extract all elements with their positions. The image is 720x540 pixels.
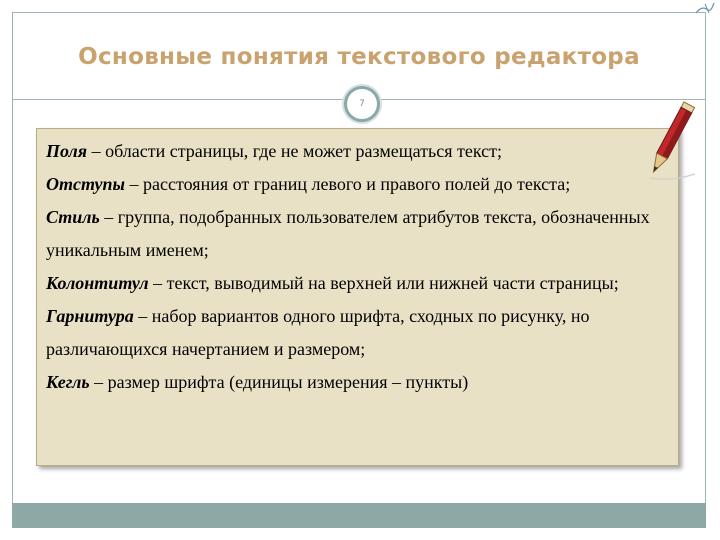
- definition-term: Колонтитул: [46, 273, 149, 293]
- definition-text: – текст, выводимый на верхней или нижней части страницы;: [148, 273, 619, 293]
- definition-item: [46, 366, 670, 399]
- slide-title: Основные понятия текстового редактора: [78, 44, 640, 70]
- definition-term: Поля: [46, 141, 88, 161]
- definition-text: – группа, подобранных пользователем атрибутов текста, обозначенных уникальным именем;: [46, 207, 650, 260]
- definition-item: [46, 300, 670, 366]
- definition-text: – набор вариантов одного шрифта, сходных по рисунку, но различающихся начертанием и размером;: [46, 306, 590, 359]
- definition-term: Гарнитура: [46, 306, 134, 326]
- definition-text: – области страницы, где не может размещаться текст;: [87, 141, 503, 161]
- corner-logo-icon: [694, 1, 716, 15]
- definition-term: Кегль: [46, 372, 90, 392]
- definition-item: [46, 267, 670, 300]
- definition-item: [46, 201, 670, 267]
- bottom-bar: [12, 503, 706, 528]
- definitions-box: [36, 128, 679, 466]
- definition-item: [46, 168, 670, 201]
- definition-term: Стиль: [46, 207, 100, 227]
- definition-text: – размер шрифта (единицы измерения – пункты): [89, 372, 469, 392]
- page-number: 7: [359, 99, 365, 109]
- definition-term: Отступы: [46, 174, 126, 194]
- definition-text: – расстояния от границ левого и правого полей до текста;: [125, 174, 571, 194]
- page-number-badge: [344, 86, 380, 122]
- definition-item: [46, 135, 670, 168]
- pencil-icon: [640, 96, 700, 186]
